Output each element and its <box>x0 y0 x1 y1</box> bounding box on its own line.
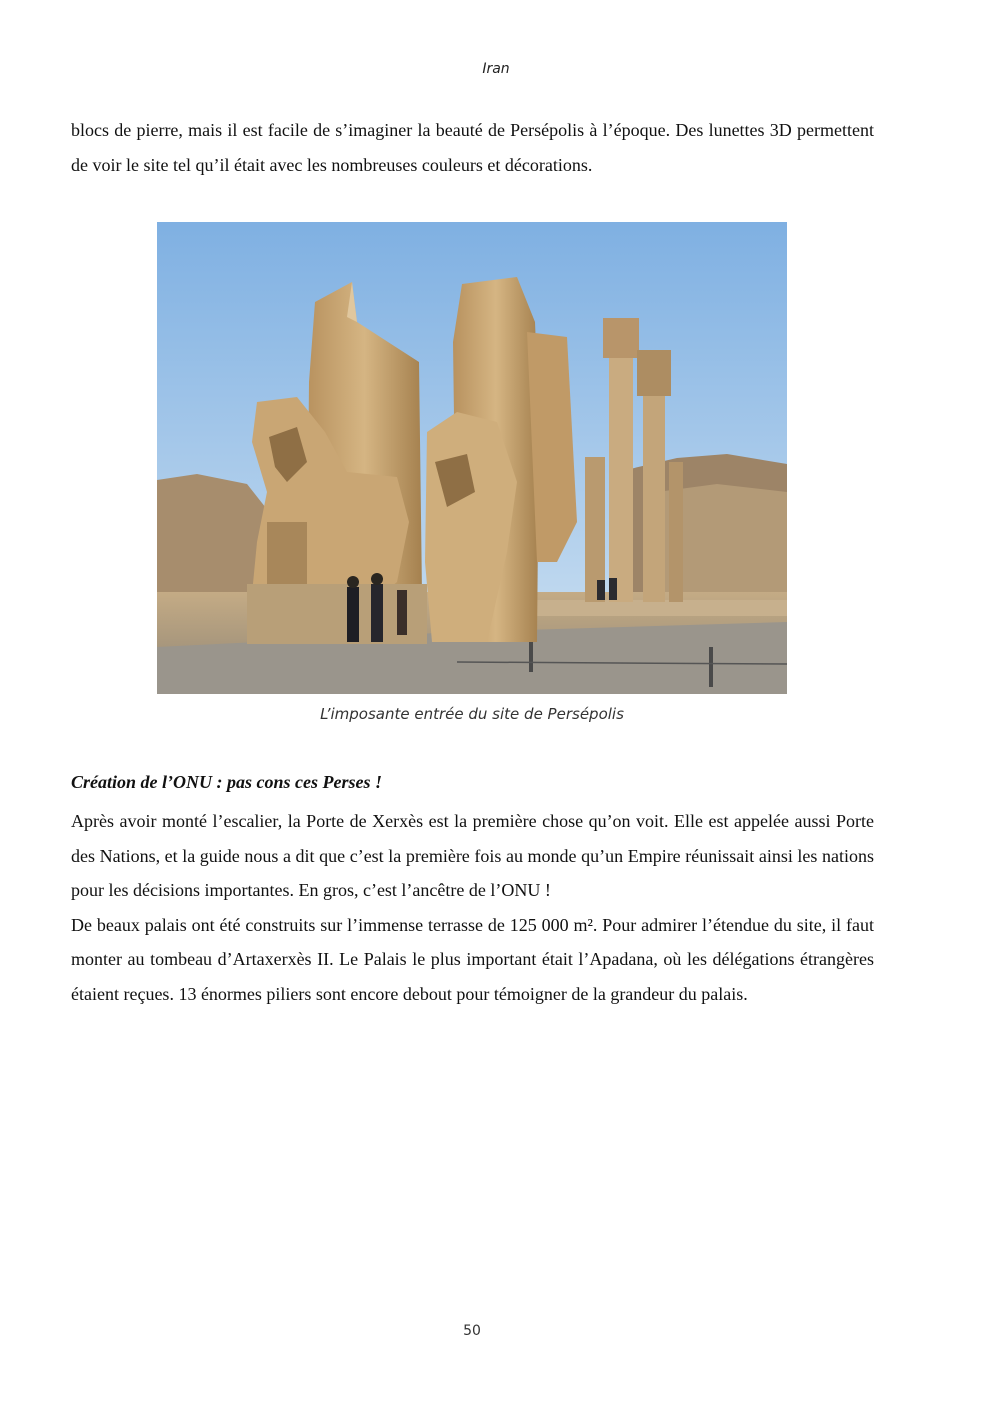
section-title: Création de l’ONU : pas cons ces Perses ! <box>71 772 382 792</box>
gate-of-nations-illustration <box>157 222 787 694</box>
section-paragraph: Après avoir monté l’escalier, la Porte de Xerxès est la première chose qu’on voit. Elle est appelée aussi Porte des Nations, et la guide nous a dit que c’est la première fois au monde qu’un Empire réunissait ainsi les nations pour les décisions importantes. En gros, c’est l’ancêtre de l’ONU ! <box>71 811 874 900</box>
page-number: 50 <box>463 1323 481 1339</box>
figure-caption: L’imposante entrée du site de Persépolis <box>320 705 624 723</box>
section-paragraph: De beaux palais ont été construits sur l’immense terrasse de 125 000 m². Pour admirer l’étendue du site, il faut monter au tombeau d’Artaxerxès II. Le Palais le plus important était l’Apadana, où les délégations étrangères étaient reçues. 13 énormes piliers sont encore debout pour témoigner de la grandeur du palais. <box>71 914 874 1004</box>
intro-paragraph: blocs de pierre, mais il est facile de s’imaginer la beauté de Persépolis à l’époque. Des lunettes 3D permettent de voir le site tel qu’il était avec les nombreuses couleurs et décorations. <box>71 120 874 175</box>
section-body <box>71 804 874 1011</box>
running-header: Iran <box>482 61 510 77</box>
persepolis-photo <box>157 222 787 694</box>
